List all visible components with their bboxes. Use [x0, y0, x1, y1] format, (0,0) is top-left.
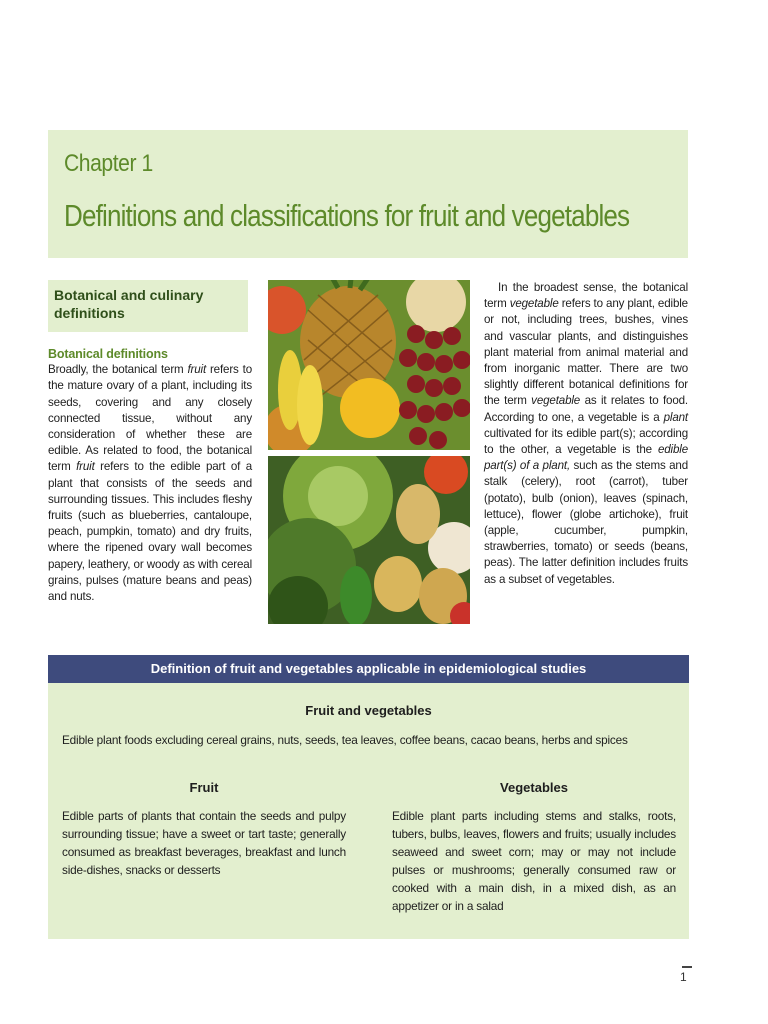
- chapter-label: Chapter 1: [64, 150, 153, 177]
- text-run: such as the stems and stalk (celery), root (carrot), tuber (potato), bulb (onion), leaves (spinach, lettuce), flower (globe artichoke), fruit (apple, cucumber, pumpkin, strawberries, tomato) or seeds (beans, peas). The latter definition includes fruits as a subset of vegetables.: [484, 459, 689, 586]
- text-run: In the broadest sense, the botanical term: [484, 281, 688, 311]
- chapter-title: Definitions and classifications for fruit and vegetables: [64, 198, 630, 233]
- vegetables-title: Vegetables: [500, 780, 568, 795]
- subheading-botanical: Botanical definitions: [48, 347, 168, 361]
- fruit-photo: [268, 280, 470, 450]
- left-column-text: [48, 346, 252, 605]
- page-number-rule: [682, 966, 692, 968]
- section-heading-box: [48, 280, 248, 332]
- section-title: Botanical and culinary definitions: [54, 287, 204, 321]
- definition-box-header: Definition of fruit and vegetables applicable in epidemiological studies: [48, 655, 689, 683]
- chapter-header: [48, 130, 688, 258]
- vegetable-photo: [268, 456, 470, 624]
- page-number: 1: [680, 970, 687, 984]
- right-column-text: [484, 280, 688, 588]
- italic-term: vegetable: [531, 394, 581, 408]
- fv-definition: Edible plant foods excluding cereal grains, nuts, seeds, tea leaves, coffee beans, cacao beans, herbs and spices: [62, 733, 628, 747]
- text-run: cultivated for its edible part(s); according to the other, a vegetable is the: [484, 426, 688, 457]
- italic-term: edible part(s) of a plant,: [484, 443, 688, 473]
- italic-term: plant: [663, 410, 688, 424]
- text-run: refers to the mature ovary of a plant, including its seeds, covering and any closely connected tissue, without any consideration of whether these are edible. As related to food, the botanical term: [48, 363, 252, 474]
- fruit-definition: Edible parts of plants that contain the seeds and pulpy surrounding tissue; have a sweet or tart taste; generally consumed as breakfast beverages, breakfast and lunch side-dishes, snacks or desserts: [62, 809, 346, 877]
- fv-title: Fruit and vegetables: [305, 703, 432, 718]
- fruit-photo-illustration: [268, 280, 470, 450]
- fruit-title: Fruit: [189, 780, 219, 795]
- italic-term: vegetable: [509, 297, 559, 311]
- italic-term: fruit: [76, 460, 95, 474]
- text-run: as it relates to food. According to one, a vegetable is a: [484, 394, 688, 424]
- italic-term: fruit: [187, 363, 207, 377]
- text-run: refers to any plant, edible or not, including trees, bushes, vines and vascular plants, and distinguishes plant material from animal material and from inorganic matter. There are two slightly different botanical definitions for the term: [484, 297, 688, 408]
- vegetable-photo-illustration: [268, 456, 470, 624]
- definition-box: [48, 683, 689, 939]
- text-run: refers to the edible part of a plant that consists of the seeds and surrounding tissues. This includes fleshy fruits (such as blueberries, cantaloupe, peach, pumpkin, tomato) and dry fruits, where the ripened ovary wall becomes papery, leathery, or woody as with cereal grains, pulses (mature beans and peas) and nuts.: [48, 460, 252, 604]
- text-run: Broadly, the botanical term: [48, 363, 188, 377]
- vegetables-definition: Edible plant parts including stems and stalks, roots, tubers, bulbs, leaves, flowers and fruits; usually includes seaweed and sweet corn; may or may not include pulses or mushrooms; generally consumed raw or cooked with a main dish, in a mixed dish, as an appetizer or in a salad: [392, 809, 676, 913]
